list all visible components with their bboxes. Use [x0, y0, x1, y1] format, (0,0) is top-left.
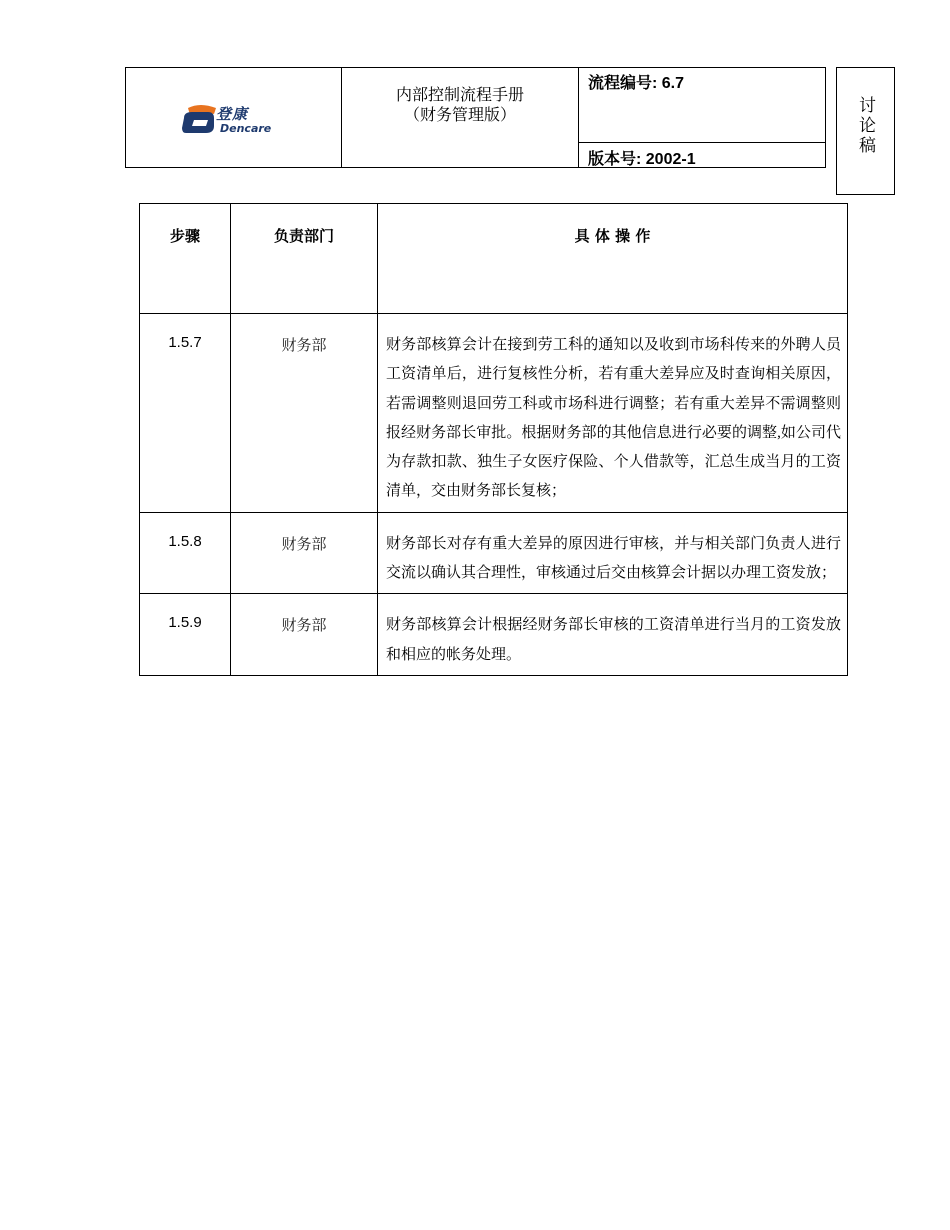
step-number: 1.5.8: [140, 512, 231, 594]
header-divider: [578, 142, 826, 143]
procedure-table: [139, 203, 848, 676]
step-number: 1.5.7: [140, 314, 231, 513]
table-row: [140, 594, 848, 676]
version-number: 版本号: 2002-1: [588, 151, 696, 168]
column-header-department: 负责部门: [231, 204, 378, 314]
draft-label: 讨论稿: [855, 96, 875, 156]
step-number: 1.5.9: [140, 594, 231, 676]
logo-english-text: Dencare: [220, 122, 272, 135]
document-title: [342, 86, 578, 126]
table-row: [140, 512, 848, 594]
title-line-2: （财务管理版）: [403, 107, 516, 124]
column-header-step: 步骤: [140, 204, 231, 314]
operation-description: 财务部核算会计根据经财务部长审核的工资清单进行当月的工资发放和相应的帐务处理。: [378, 594, 848, 676]
table-header-row: [140, 204, 848, 314]
company-logo: [180, 100, 280, 140]
operation-description: 财务部核算会计在接到劳工科的通知以及收到市场科传来的外聘人员工资清单后，进行复核性分析，若有重大差异应及时查询相关原因，若需调整则退回劳工科或市场科进行调整；若有重大差异不需调整则报经财务部长审批。根据财务部的其他信息进行必要的调整,如公司代为存款扣款、独生子女医疗保险、个人借款等，汇总生成当月的工资清单，交由财务部长复核；: [378, 314, 848, 513]
header-divider: [578, 67, 579, 168]
operation-description: 财务部长对存有重大差异的原因进行审核，并与相关部门负责人进行交流以确认其合理性，审核通过后交由核算会计据以办理工资发放；: [378, 512, 848, 594]
title-line-1: 内部控制流程手册: [395, 87, 524, 104]
column-header-operations: 具 体 操 作: [378, 204, 848, 314]
logo-mark-icon: [180, 102, 220, 138]
process-number: 流程编号: 6.7: [588, 75, 685, 92]
department: 财务部: [231, 314, 378, 513]
logo-chinese-text: 登康: [216, 105, 249, 123]
table-row: [140, 314, 848, 513]
department: 财务部: [231, 594, 378, 676]
draft-stamp-box: [836, 67, 895, 195]
department: 财务部: [231, 512, 378, 594]
